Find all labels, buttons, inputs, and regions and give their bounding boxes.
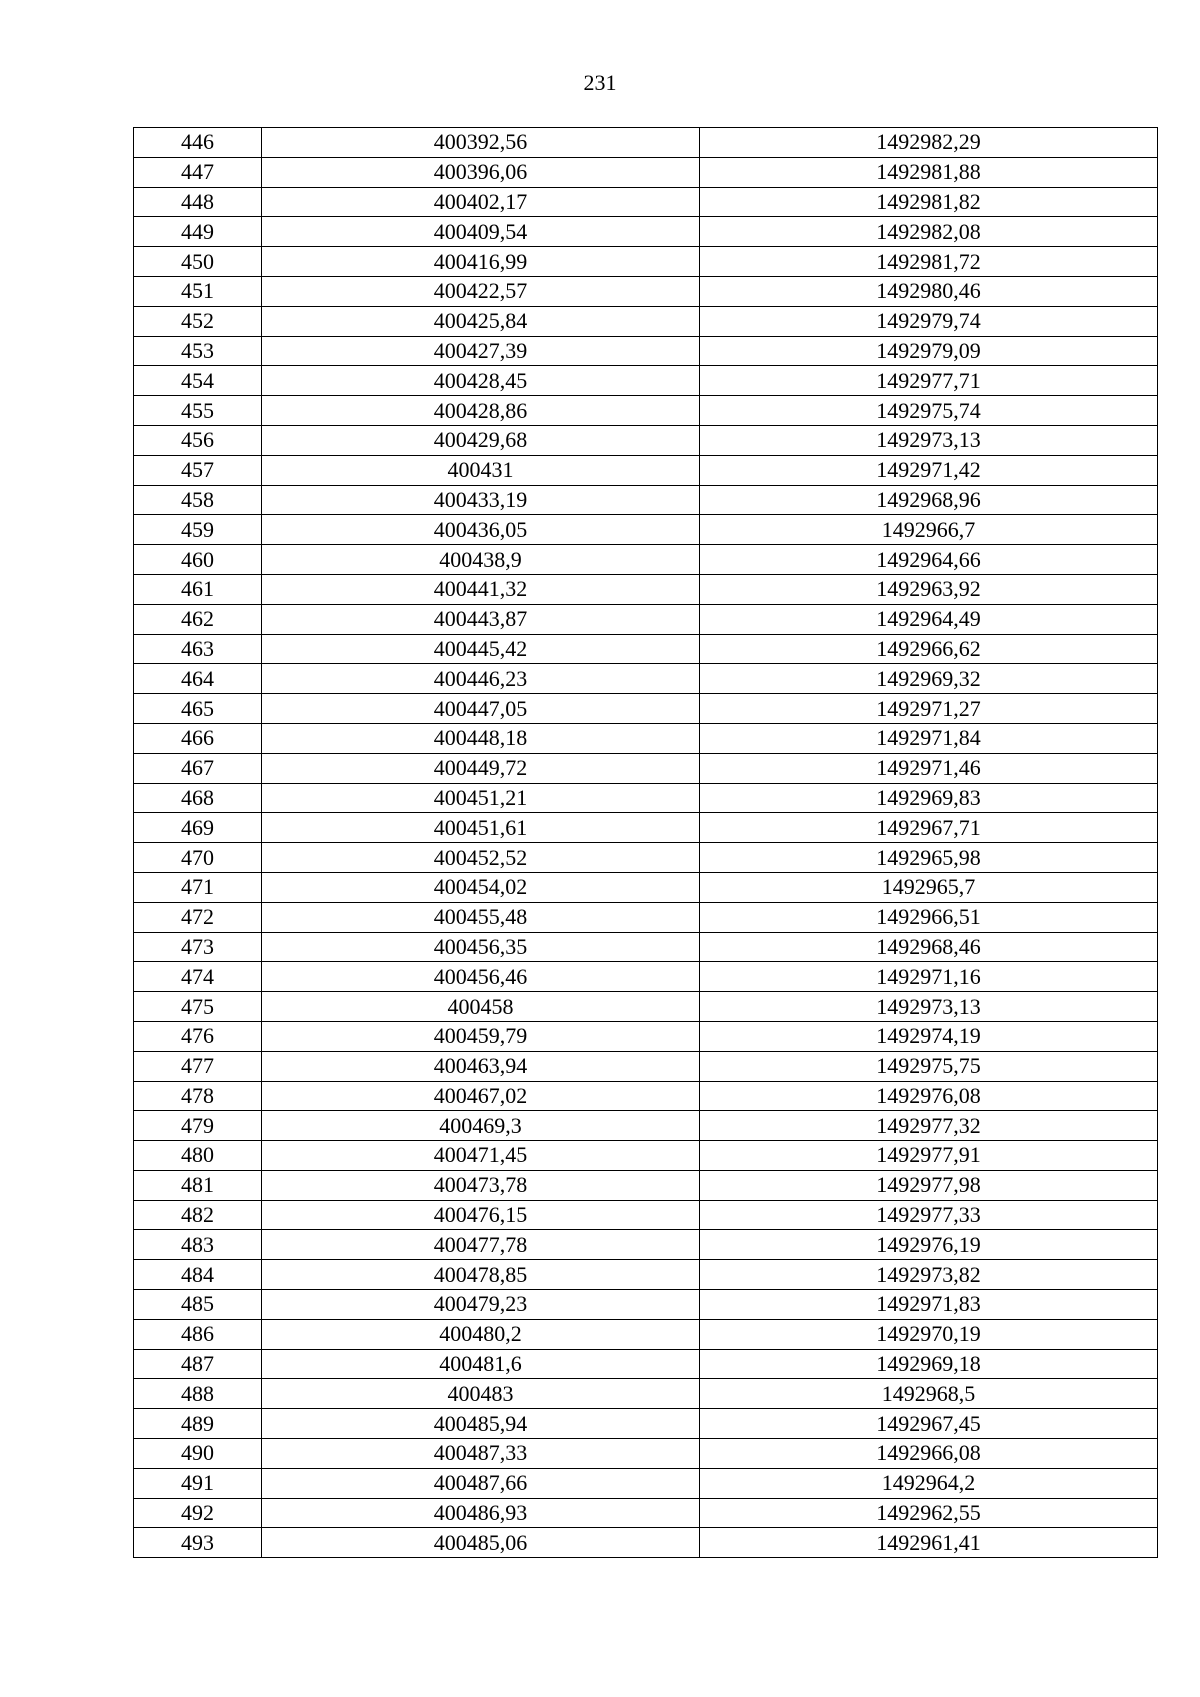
point-number-cell: 479 [134, 1111, 262, 1141]
coordinates-table-body [134, 128, 1158, 1558]
table-row [134, 1379, 1158, 1409]
x-coordinate-cell: 400396,06 [262, 157, 700, 187]
table-row [134, 932, 1158, 962]
y-coordinate-cell: 1492976,19 [700, 1230, 1158, 1260]
y-coordinate-cell: 1492981,72 [700, 247, 1158, 277]
table-row [134, 1290, 1158, 1320]
y-coordinate-cell: 1492975,74 [700, 396, 1158, 426]
table-row [134, 1021, 1158, 1051]
table-row [134, 455, 1158, 485]
point-number-cell: 480 [134, 1141, 262, 1171]
table-row [134, 515, 1158, 545]
x-coordinate-cell: 400463,94 [262, 1051, 700, 1081]
point-number-cell: 448 [134, 187, 262, 217]
point-number-cell: 474 [134, 962, 262, 992]
point-number-cell: 454 [134, 366, 262, 396]
x-coordinate-cell: 400431 [262, 455, 700, 485]
x-coordinate-cell: 400441,32 [262, 574, 700, 604]
x-coordinate-cell: 400448,18 [262, 723, 700, 753]
point-number-cell: 457 [134, 455, 262, 485]
y-coordinate-cell: 1492971,42 [700, 455, 1158, 485]
x-coordinate-cell: 400445,42 [262, 634, 700, 664]
point-number-cell: 455 [134, 396, 262, 426]
x-coordinate-cell: 400436,05 [262, 515, 700, 545]
x-coordinate-cell: 400433,19 [262, 485, 700, 515]
point-number-cell: 492 [134, 1498, 262, 1528]
y-coordinate-cell: 1492979,09 [700, 336, 1158, 366]
x-coordinate-cell: 400458 [262, 992, 700, 1022]
y-coordinate-cell: 1492968,96 [700, 485, 1158, 515]
table-row [134, 187, 1158, 217]
y-coordinate-cell: 1492966,08 [700, 1439, 1158, 1469]
point-number-cell: 478 [134, 1081, 262, 1111]
table-row [134, 843, 1158, 873]
y-coordinate-cell: 1492968,46 [700, 932, 1158, 962]
y-coordinate-cell: 1492974,19 [700, 1021, 1158, 1051]
point-number-cell: 469 [134, 813, 262, 843]
table-row [134, 1260, 1158, 1290]
table-row [134, 1051, 1158, 1081]
point-number-cell: 489 [134, 1409, 262, 1439]
table-row [134, 276, 1158, 306]
point-number-cell: 481 [134, 1170, 262, 1200]
y-coordinate-cell: 1492982,08 [700, 217, 1158, 247]
table-row [134, 1439, 1158, 1469]
table-row [134, 634, 1158, 664]
point-number-cell: 446 [134, 128, 262, 158]
x-coordinate-cell: 400455,48 [262, 902, 700, 932]
y-coordinate-cell: 1492977,33 [700, 1200, 1158, 1230]
y-coordinate-cell: 1492961,41 [700, 1528, 1158, 1558]
table-row [134, 217, 1158, 247]
x-coordinate-cell: 400469,3 [262, 1111, 700, 1141]
x-coordinate-cell: 400454,02 [262, 872, 700, 902]
y-coordinate-cell: 1492981,82 [700, 187, 1158, 217]
y-coordinate-cell: 1492967,71 [700, 813, 1158, 843]
point-number-cell: 452 [134, 306, 262, 336]
point-number-cell: 488 [134, 1379, 262, 1409]
y-coordinate-cell: 1492982,29 [700, 128, 1158, 158]
table-row [134, 723, 1158, 753]
point-number-cell: 458 [134, 485, 262, 515]
x-coordinate-cell: 400481,6 [262, 1349, 700, 1379]
point-number-cell: 467 [134, 753, 262, 783]
x-coordinate-cell: 400487,33 [262, 1439, 700, 1469]
x-coordinate-cell: 400427,39 [262, 336, 700, 366]
table-row [134, 306, 1158, 336]
point-number-cell: 476 [134, 1021, 262, 1051]
point-number-cell: 461 [134, 574, 262, 604]
y-coordinate-cell: 1492965,98 [700, 843, 1158, 873]
x-coordinate-cell: 400456,35 [262, 932, 700, 962]
table-row [134, 813, 1158, 843]
x-coordinate-cell: 400483 [262, 1379, 700, 1409]
point-number-cell: 464 [134, 664, 262, 694]
y-coordinate-cell: 1492969,18 [700, 1349, 1158, 1379]
x-coordinate-cell: 400443,87 [262, 604, 700, 634]
x-coordinate-cell: 400438,9 [262, 545, 700, 575]
x-coordinate-cell: 400425,84 [262, 306, 700, 336]
table-row [134, 545, 1158, 575]
table-row [134, 247, 1158, 277]
y-coordinate-cell: 1492970,19 [700, 1319, 1158, 1349]
table-row [134, 425, 1158, 455]
table-row [134, 336, 1158, 366]
x-coordinate-cell: 400459,79 [262, 1021, 700, 1051]
coordinates-table [133, 127, 1158, 1558]
table-row [134, 1141, 1158, 1171]
y-coordinate-cell: 1492971,27 [700, 694, 1158, 724]
x-coordinate-cell: 400422,57 [262, 276, 700, 306]
y-coordinate-cell: 1492976,08 [700, 1081, 1158, 1111]
y-coordinate-cell: 1492971,84 [700, 723, 1158, 753]
y-coordinate-cell: 1492977,98 [700, 1170, 1158, 1200]
y-coordinate-cell: 1492964,49 [700, 604, 1158, 634]
point-number-cell: 460 [134, 545, 262, 575]
point-number-cell: 466 [134, 723, 262, 753]
y-coordinate-cell: 1492964,2 [700, 1468, 1158, 1498]
point-number-cell: 472 [134, 902, 262, 932]
point-number-cell: 468 [134, 783, 262, 813]
table-row [134, 664, 1158, 694]
x-coordinate-cell: 400476,15 [262, 1200, 700, 1230]
y-coordinate-cell: 1492971,46 [700, 753, 1158, 783]
x-coordinate-cell: 400447,05 [262, 694, 700, 724]
x-coordinate-cell: 400456,46 [262, 962, 700, 992]
point-number-cell: 484 [134, 1260, 262, 1290]
y-coordinate-cell: 1492979,74 [700, 306, 1158, 336]
table-row [134, 902, 1158, 932]
y-coordinate-cell: 1492966,62 [700, 634, 1158, 664]
table-row [134, 1200, 1158, 1230]
table-row [134, 1319, 1158, 1349]
x-coordinate-cell: 400428,86 [262, 396, 700, 426]
table-row [134, 1230, 1158, 1260]
point-number-cell: 447 [134, 157, 262, 187]
table-row [134, 604, 1158, 634]
point-number-cell: 463 [134, 634, 262, 664]
y-coordinate-cell: 1492967,45 [700, 1409, 1158, 1439]
point-number-cell: 490 [134, 1439, 262, 1469]
point-number-cell: 449 [134, 217, 262, 247]
y-coordinate-cell: 1492977,32 [700, 1111, 1158, 1141]
point-number-cell: 493 [134, 1528, 262, 1558]
table-row [134, 366, 1158, 396]
x-coordinate-cell: 400451,61 [262, 813, 700, 843]
x-coordinate-cell: 400409,54 [262, 217, 700, 247]
x-coordinate-cell: 400451,21 [262, 783, 700, 813]
table-row [134, 783, 1158, 813]
y-coordinate-cell: 1492971,83 [700, 1290, 1158, 1320]
y-coordinate-cell: 1492981,88 [700, 157, 1158, 187]
point-number-cell: 450 [134, 247, 262, 277]
table-row [134, 396, 1158, 426]
y-coordinate-cell: 1492977,71 [700, 366, 1158, 396]
point-number-cell: 475 [134, 992, 262, 1022]
table-row [134, 574, 1158, 604]
x-coordinate-cell: 400402,17 [262, 187, 700, 217]
x-coordinate-cell: 400479,23 [262, 1290, 700, 1320]
point-number-cell: 465 [134, 694, 262, 724]
y-coordinate-cell: 1492973,13 [700, 425, 1158, 455]
point-number-cell: 451 [134, 276, 262, 306]
point-number-cell: 470 [134, 843, 262, 873]
page-number: 231 [583, 70, 617, 95]
table-row [134, 992, 1158, 1022]
x-coordinate-cell: 400446,23 [262, 664, 700, 694]
y-coordinate-cell: 1492966,51 [700, 902, 1158, 932]
x-coordinate-cell: 400478,85 [262, 1260, 700, 1290]
table-row [134, 1111, 1158, 1141]
point-number-cell: 459 [134, 515, 262, 545]
y-coordinate-cell: 1492962,55 [700, 1498, 1158, 1528]
point-number-cell: 485 [134, 1290, 262, 1320]
table-row [134, 157, 1158, 187]
x-coordinate-cell: 400428,45 [262, 366, 700, 396]
point-number-cell: 453 [134, 336, 262, 366]
table-row [134, 694, 1158, 724]
table-row [134, 1081, 1158, 1111]
point-number-cell: 477 [134, 1051, 262, 1081]
table-row [134, 128, 1158, 158]
y-coordinate-cell: 1492966,7 [700, 515, 1158, 545]
point-number-cell: 456 [134, 425, 262, 455]
y-coordinate-cell: 1492971,16 [700, 962, 1158, 992]
y-coordinate-cell: 1492975,75 [700, 1051, 1158, 1081]
x-coordinate-cell: 400452,52 [262, 843, 700, 873]
x-coordinate-cell: 400449,72 [262, 753, 700, 783]
point-number-cell: 487 [134, 1349, 262, 1379]
table-row [134, 1170, 1158, 1200]
x-coordinate-cell: 400467,02 [262, 1081, 700, 1111]
x-coordinate-cell: 400485,06 [262, 1528, 700, 1558]
point-number-cell: 491 [134, 1468, 262, 1498]
y-coordinate-cell: 1492980,46 [700, 276, 1158, 306]
y-coordinate-cell: 1492969,83 [700, 783, 1158, 813]
table-row [134, 962, 1158, 992]
x-coordinate-cell: 400480,2 [262, 1319, 700, 1349]
table-row [134, 872, 1158, 902]
y-coordinate-cell: 1492973,13 [700, 992, 1158, 1022]
y-coordinate-cell: 1492977,91 [700, 1141, 1158, 1171]
x-coordinate-cell: 400429,68 [262, 425, 700, 455]
point-number-cell: 473 [134, 932, 262, 962]
y-coordinate-cell: 1492964,66 [700, 545, 1158, 575]
point-number-cell: 483 [134, 1230, 262, 1260]
table-row [134, 1528, 1158, 1558]
y-coordinate-cell: 1492968,5 [700, 1379, 1158, 1409]
y-coordinate-cell: 1492969,32 [700, 664, 1158, 694]
point-number-cell: 462 [134, 604, 262, 634]
x-coordinate-cell: 400392,56 [262, 128, 700, 158]
point-number-cell: 471 [134, 872, 262, 902]
table-row [134, 1349, 1158, 1379]
y-coordinate-cell: 1492963,92 [700, 574, 1158, 604]
table-row [134, 1409, 1158, 1439]
table-row [134, 1498, 1158, 1528]
point-number-cell: 486 [134, 1319, 262, 1349]
x-coordinate-cell: 400477,78 [262, 1230, 700, 1260]
x-coordinate-cell: 400486,93 [262, 1498, 700, 1528]
x-coordinate-cell: 400471,45 [262, 1141, 700, 1171]
table-row [134, 1468, 1158, 1498]
x-coordinate-cell: 400487,66 [262, 1468, 700, 1498]
point-number-cell: 482 [134, 1200, 262, 1230]
y-coordinate-cell: 1492973,82 [700, 1260, 1158, 1290]
y-coordinate-cell: 1492965,7 [700, 872, 1158, 902]
x-coordinate-cell: 400485,94 [262, 1409, 700, 1439]
x-coordinate-cell: 400416,99 [262, 247, 700, 277]
table-row [134, 753, 1158, 783]
x-coordinate-cell: 400473,78 [262, 1170, 700, 1200]
table-row [134, 485, 1158, 515]
